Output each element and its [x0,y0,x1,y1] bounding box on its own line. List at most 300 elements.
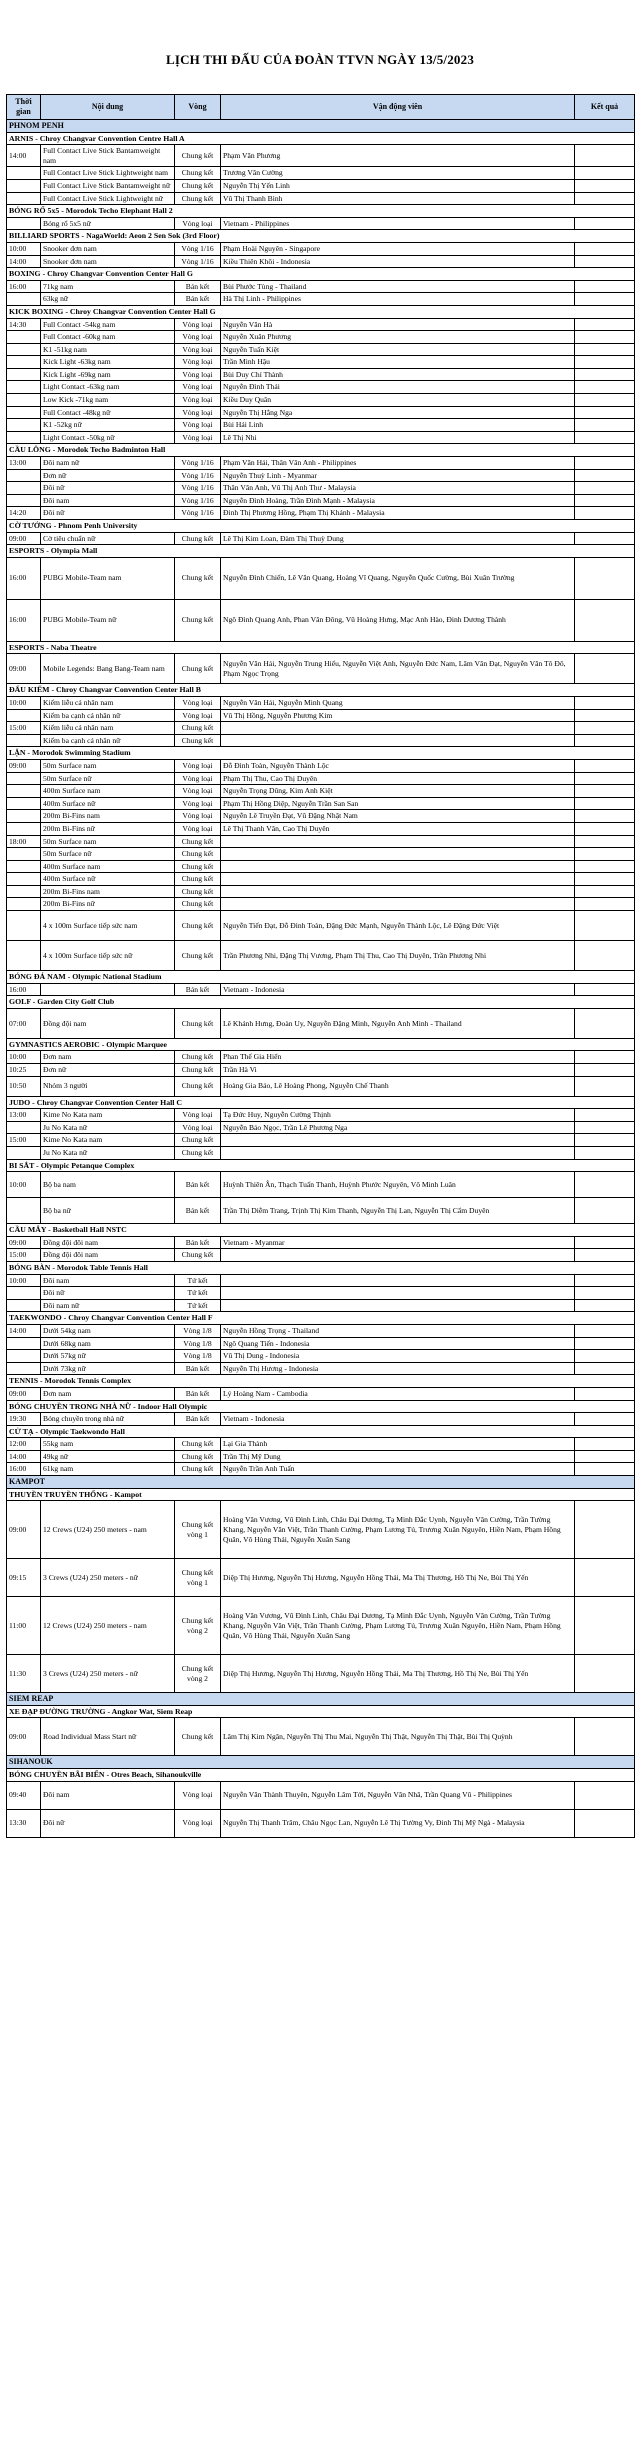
content-cell: Full Contact -54kg nam [41,318,175,331]
time-cell: 10:00 [7,696,41,709]
time-cell: 13:00 [7,1109,41,1122]
athletes-cell: Vũ Thị Hồng, Nguyễn Phương Kim [221,709,575,722]
result-cell [575,1718,635,1756]
round-cell: Vòng loại [175,785,221,798]
time-cell: 10:00 [7,1274,41,1287]
round-cell: Chung kết [175,192,221,205]
time-cell [7,941,41,971]
round-cell: Chung kết vòng 1 [175,1501,221,1559]
content-cell: Kick Light -63kg nam [41,356,175,369]
result-cell [575,822,635,835]
content-cell: Kiếm liễu cá nhân nam [41,722,175,735]
table-row [7,494,635,507]
round-cell: Chung kết [175,1134,221,1147]
athletes-cell: Nguyễn Thuỳ Linh - Myanmar [221,469,575,482]
result-cell [575,368,635,381]
athletes-cell: Lại Gia Thành [221,1438,575,1451]
result-cell [575,394,635,407]
venue-row [7,205,635,218]
content-cell: Full Contact Live Stick Lightweight nữ [41,192,175,205]
content-cell: Light Contact -50kg nữ [41,431,175,444]
table-row [7,167,635,180]
time-cell: 14:00 [7,1324,41,1337]
venue-row [7,305,635,318]
table-row [7,1463,635,1476]
content-cell: Bộ ba nam [41,1172,175,1198]
page-title: LỊCH THI ĐẤU CỦA ĐOÀN TTVN NGÀY 13/5/2023 [165,52,475,67]
round-cell: Tứ kết [175,1274,221,1287]
content-cell: Nhóm 3 người [41,1076,175,1096]
venue-row [7,1261,635,1274]
venue-name: LẶN - Morodok Swimming Stadium [7,747,635,760]
content-cell: 200m Bi-Fins nam [41,885,175,898]
content-cell: Dưới 57kg nữ [41,1350,175,1363]
athletes-cell: Đinh Thị Phương Hồng, Phạm Thị Khánh - Malaysia [221,507,575,520]
venue-name: XE ĐẠP ĐƯỜNG TRƯỜNG - Angkor Wat, Siem Reap [7,1705,635,1718]
time-cell: 15:00 [7,1249,41,1262]
time-cell [7,406,41,419]
athletes-cell: Kiều Duy Quân [221,394,575,407]
time-cell: 09:00 [7,532,41,545]
content-cell: 50m Surface nữ [41,848,175,861]
athletes-cell: Lý Hoàng Nam - Cambodia [221,1387,575,1400]
round-cell: Bán kết [175,1236,221,1249]
round-cell: Bán kết [175,1362,221,1375]
result-cell [575,1809,635,1837]
result-cell [575,1147,635,1160]
table-row [7,145,635,167]
venue-name: JUDO - Chroy Changvar Convention Center Hall C [7,1096,635,1109]
table-row [7,1109,635,1122]
table-row [7,1287,635,1300]
round-cell: Chung kết [175,599,221,641]
result-cell [575,356,635,369]
athletes-cell: Vietnam - Indonesia [221,1413,575,1426]
content-cell: Bóng rổ 5x5 nữ [41,217,175,230]
result-cell [575,1109,635,1122]
round-cell: Chung kết [175,1051,221,1064]
result-cell [575,1051,635,1064]
table-row [7,759,635,772]
round-cell: Vòng loại [175,797,221,810]
round-cell: Chung kết [175,835,221,848]
time-cell: 09:00 [7,1236,41,1249]
table-row [7,1051,635,1064]
round-cell: Vòng loại [175,217,221,230]
athletes-cell: Lâm Thị Kim Ngân, Nguyễn Thị Thu Mai, Nguyễn Thị Thật, Nguyễn Thị Thật, Bùi Thị Quỳnh [221,1718,575,1756]
athletes-cell: Ngô Quang Tiến - Indonesia [221,1337,575,1350]
region-name: PHNOM PENH [7,120,635,133]
result-cell [575,192,635,205]
round-cell: Chung kết [175,1463,221,1476]
result-cell [575,848,635,861]
table-row [7,1655,635,1693]
result-cell [575,494,635,507]
round-cell: Vòng loại [175,356,221,369]
athletes-cell: Nguyễn Tuấn Kiệt [221,343,575,356]
venue-name: ĐẤU KIẾM - Chroy Changvar Convention Center Hall B [7,684,635,697]
venue-row [7,132,635,145]
content-cell: PUBG Mobile-Team nữ [41,599,175,641]
table-row [7,1718,635,1756]
round-cell: Vòng loại [175,1109,221,1122]
table-row [7,192,635,205]
round-cell: Chung kết [175,1249,221,1262]
table-row [7,1501,635,1559]
time-cell: 10:00 [7,242,41,255]
result-cell [575,873,635,886]
result-cell [575,507,635,520]
table-row [7,419,635,432]
athletes-cell: Ngô Đình Quang Anh, Phan Văn Đông, Vũ Hoàng Hưng, Mạc Anh Hào, Đinh Dương Thành [221,599,575,641]
athletes-cell: Diệp Thị Hương, Nguyễn Thị Hương, Nguyễn Hồng Thái, Ma Thị Thương, Hồ Thị Ne, Bùi Thị Yến [221,1655,575,1693]
venue-name: BI SẮT - Olympic Petanque Complex [7,1159,635,1172]
athletes-cell [221,1287,575,1300]
athletes-cell: Nguyễn Đình Thái [221,381,575,394]
athletes-cell [221,848,575,861]
content-cell: Low Kick -71kg nam [41,394,175,407]
round-cell: Vòng loại [175,431,221,444]
time-cell [7,785,41,798]
time-cell [7,343,41,356]
result-cell [575,1121,635,1134]
table-row [7,1008,635,1038]
time-cell: 16:00 [7,557,41,599]
table-row [7,318,635,331]
round-cell: Chung kết [175,1064,221,1077]
result-cell [575,709,635,722]
content-cell: Dưới 54kg nam [41,1324,175,1337]
result-cell [575,885,635,898]
athletes-cell: Lê Thị Kim Loan, Đàm Thị Thuỳ Dung [221,532,575,545]
round-cell: Vòng loại [175,1809,221,1837]
round-cell: Vòng 1/16 [175,507,221,520]
time-cell [7,356,41,369]
table-row [7,1198,635,1224]
result-cell [575,1172,635,1198]
time-cell: 14:30 [7,318,41,331]
result-cell [575,1450,635,1463]
content-cell: 61kg nam [41,1463,175,1476]
table-row [7,885,635,898]
venue-name: BOXING - Chroy Changvar Convention Center Hall G [7,268,635,281]
round-cell: Chung kết [175,722,221,735]
table-row [7,280,635,293]
table-row [7,343,635,356]
time-cell [7,179,41,192]
round-cell: Chung kết vòng 2 [175,1655,221,1693]
venue-row [7,1488,635,1501]
venue-name: ESPORTS - Naba Theatre [7,641,635,654]
time-cell [7,873,41,886]
time-cell [7,217,41,230]
time-cell [7,1287,41,1300]
athletes-cell: Nguyễn Văn Hà [221,318,575,331]
venue-row [7,1375,635,1388]
content-cell: Đồng đội đôi nam [41,1236,175,1249]
athletes-cell: Phạm Hoài Nguyên - Singapore [221,242,575,255]
result-cell [575,1236,635,1249]
round-cell: Chung kết vòng 1 [175,1559,221,1597]
schedule-page [6,0,634,1838]
time-cell: 15:00 [7,722,41,735]
content-cell: Full Contact Live Stick Bantamweight nam [41,145,175,167]
result-cell [575,1413,635,1426]
table-row [7,860,635,873]
time-cell: 15:00 [7,1134,41,1147]
time-cell: 10:50 [7,1076,41,1096]
table-row [7,722,635,735]
round-cell: Bán kết [175,280,221,293]
result-cell [575,722,635,735]
time-cell: 10:00 [7,1051,41,1064]
content-cell: PUBG Mobile-Team nam [41,557,175,599]
athletes-cell: Kiều Thiên Khôi - Indonesia [221,255,575,268]
time-cell: 10:25 [7,1064,41,1077]
content-cell: Full Contact -60kg nam [41,331,175,344]
schedule-table [6,94,635,1838]
athletes-cell [221,1299,575,1312]
round-cell: Vòng loại [175,381,221,394]
result-cell [575,772,635,785]
venue-name: BÓNG RỔ 5x5 - Morodok Techo Elephant Hall 2 [7,205,635,218]
result-cell [575,167,635,180]
result-cell [575,1781,635,1809]
athletes-cell: Hoàng Văn Vương, Vũ Đình Linh, Châu Đại Dương, Tạ Minh Đắc Uynh, Nguyễn Văn Cường, Trần Tường Khang, Nguyễn Văn Việt, Trần Thanh Cường, Phạm Lương Tú, Trương Xuân Nguyên, Hiền Nam, Phạm Hồng Quân, Võ Hùng Thái, Nguyễn Xuân Sang [221,1501,575,1559]
round-cell: Chung kết [175,898,221,911]
result-cell [575,331,635,344]
header-athletes: Vận động viên [221,95,575,120]
round-cell: Chung kết [175,873,221,886]
time-cell: 09:00 [7,654,41,684]
result-cell [575,255,635,268]
venue-name: KICK BOXING - Chroy Changvar Convention Center Hall G [7,305,635,318]
venue-row [7,230,635,243]
round-cell: Vòng loại [175,419,221,432]
time-cell: 14:20 [7,507,41,520]
table-row [7,1781,635,1809]
table-row [7,457,635,470]
time-cell [7,810,41,823]
table-row [7,785,635,798]
round-cell: Vòng loại [175,709,221,722]
venue-name: ESPORTS - Olympia Mall [7,545,635,558]
athletes-cell: Nguyễn Văn Hải, Nguyễn Trung Hiếu, Nguyễn Việt Anh, Nguyễn Đức Nam, Lâm Văn Đạt, Nguyễn Văn Tô Đô, Phạm Ngọc Trọng [221,654,575,684]
athletes-cell: Bùi Duy Chí Thành [221,368,575,381]
time-cell: 07:00 [7,1008,41,1038]
venue-row [7,747,635,760]
result-cell [575,1299,635,1312]
result-cell [575,810,635,823]
athletes-cell: Bùi Hải Linh [221,419,575,432]
table-row [7,255,635,268]
athletes-cell [221,1249,575,1262]
time-cell: 16:00 [7,1463,41,1476]
athletes-cell: Nguyễn Văn Thành Thuyên, Nguyễn Lâm Tới, Nguyễn Văn Nhã, Trần Quang Vũ - Philippines [221,1781,575,1809]
content-cell: Kick Light -69kg nam [41,368,175,381]
time-cell: 14:00 [7,145,41,167]
table-row [7,599,635,641]
header-content: Nội dung [41,95,175,120]
table-row [7,1121,635,1134]
round-cell: Bán kết [175,1387,221,1400]
table-row [7,217,635,230]
result-cell [575,482,635,495]
time-cell: 10:00 [7,1172,41,1198]
round-cell: Vòng loại [175,331,221,344]
table-row [7,848,635,861]
athletes-cell [221,898,575,911]
time-cell [7,394,41,407]
result-cell [575,654,635,684]
content-cell: Đơn nữ [41,469,175,482]
table-row [7,356,635,369]
content-cell: 3 Crews (U24) 250 meters - nữ [41,1655,175,1693]
round-cell: Chung kết vòng 2 [175,1597,221,1655]
table-row [7,1249,635,1262]
content-cell: Đôi nữ [41,1287,175,1300]
athletes-cell: Tạ Đức Huy, Nguyễn Cường Thịnh [221,1109,575,1122]
content-cell: Full Contact -48kg nữ [41,406,175,419]
time-cell: 09:15 [7,1559,41,1597]
athletes-cell: Huỳnh Thiên Ân, Thạch Tuấn Thanh, Huỳnh Phước Nguyên, Võ Minh Luân [221,1172,575,1198]
result-cell [575,941,635,971]
content-cell: Dưới 73kg nữ [41,1362,175,1375]
table-row [7,1172,635,1198]
athletes-cell: Bùi Phước Tùng - Thailand [221,280,575,293]
athletes-cell: Nguyễn Tiến Đạt, Đỗ Đình Toàn, Đặng Đức Mạnh, Nguyễn Thành Lộc, Lê Đặng Đức Việt [221,911,575,941]
table-row [7,507,635,520]
athletes-cell: Lê Thị Nhi [221,431,575,444]
result-cell [575,759,635,772]
athletes-cell: Nguyễn Thị Thanh Trâm, Châu Ngọc Lan, Nguyễn Lê Thị Tường Vy, Đinh Thị Mỹ Ngà - Malaysia [221,1809,575,1837]
athletes-cell [221,722,575,735]
time-cell [7,860,41,873]
athletes-cell: Vũ Thị Thanh Bình [221,192,575,205]
content-cell: Đôi nam [41,1274,175,1287]
content-cell: Snooker đơn nam [41,242,175,255]
round-cell: Bán kết [175,1198,221,1224]
region-row [7,120,635,133]
athletes-cell [221,1134,575,1147]
table-row [7,941,635,971]
table-row [7,1597,635,1655]
venue-name: CẦU MÂY - Basketball Hall NSTC [7,1224,635,1237]
athletes-cell: Vietnam - Myanmar [221,1236,575,1249]
content-cell: Đôi nam [41,494,175,507]
header-time: Thời gian [7,95,41,120]
athletes-cell: Trần Thị Mỹ Dung [221,1450,575,1463]
athletes-cell: Lê Khánh Hưng, Đoàn Uy, Nguyễn Đặng Minh, Nguyễn Anh Minh - Thailand [221,1008,575,1038]
round-cell: Bán kết [175,1172,221,1198]
athletes-cell: Trần Thị Diễm Trang, Trịnh Thị Kim Thanh, Nguyễn Thị Lan, Nguyễn Thị Cẩm Duyên [221,1198,575,1224]
round-cell: Vòng 1/16 [175,242,221,255]
result-cell [575,734,635,747]
result-cell [575,1350,635,1363]
round-cell: Vòng loại [175,368,221,381]
table-row [7,368,635,381]
table-row [7,1438,635,1451]
content-cell: 400m Surface nam [41,785,175,798]
result-cell [575,1362,635,1375]
table-row [7,835,635,848]
result-cell [575,696,635,709]
time-cell [7,734,41,747]
result-cell [575,1287,635,1300]
time-cell: 09:00 [7,1387,41,1400]
venue-name: BÓNG BÀN - Morodok Table Tennis Hall [7,1261,635,1274]
content-cell: 50m Surface nam [41,835,175,848]
result-cell [575,1463,635,1476]
region-name: SIEM REAP [7,1693,635,1706]
venue-row [7,1769,635,1782]
round-cell: Chung kết [175,1008,221,1038]
round-cell: Vòng loại [175,343,221,356]
venue-row [7,1159,635,1172]
athletes-cell: Nguyễn Thị Hằng Nga [221,406,575,419]
venue-name: BÓNG ĐÁ NAM - Olympic National Stadium [7,971,635,984]
content-cell: 4 x 100m Surface tiếp sức nữ [41,941,175,971]
round-cell: Chung kết [175,167,221,180]
table-row [7,696,635,709]
round-cell: Vòng 1/8 [175,1350,221,1363]
time-cell [7,797,41,810]
table-row [7,557,635,599]
content-cell: Cờ tiêu chuẩn nữ [41,532,175,545]
content-cell: 12 Crews (U24) 250 meters - nam [41,1597,175,1655]
content-cell: 55kg nam [41,1438,175,1451]
content-cell: Kiếm liễu cá nhân nam [41,696,175,709]
result-cell [575,469,635,482]
result-cell [575,293,635,306]
content-cell: 400m Surface nữ [41,797,175,810]
time-cell [7,293,41,306]
round-cell: Bán kết [175,983,221,996]
round-cell: Vòng loại [175,318,221,331]
athletes-cell [221,1147,575,1160]
result-cell [575,1324,635,1337]
content-cell: Snooker đơn nam [41,255,175,268]
round-cell: Chung kết [175,1438,221,1451]
athletes-cell: Nguyễn Thị Yến Linh [221,179,575,192]
round-cell: Chung kết [175,911,221,941]
round-cell: Vòng loại [175,822,221,835]
athletes-cell: Trần Phương Nhi, Đặng Thị Vương, Phạm Thị Thu, Cao Thị Duyên, Trần Phương Nhi [221,941,575,971]
result-cell [575,911,635,941]
result-cell [575,217,635,230]
table-row [7,1064,635,1077]
time-cell [7,898,41,911]
athletes-cell: Vietnam - Indonesia [221,983,575,996]
content-cell: K1 -52kg nữ [41,419,175,432]
athletes-cell: Lê Thị Thanh Vân, Cao Thị Duyên [221,822,575,835]
content-cell: 3 Crews (U24) 250 meters - nữ [41,1559,175,1597]
athletes-cell [221,835,575,848]
table-row [7,1809,635,1837]
result-cell [575,785,635,798]
athletes-cell: Trần Hà Vi [221,1064,575,1077]
round-cell: Vòng 1/8 [175,1337,221,1350]
result-cell [575,1559,635,1597]
venue-row [7,971,635,984]
venue-row [7,1705,635,1718]
table-row [7,532,635,545]
athletes-cell [221,860,575,873]
round-cell: Vòng loại [175,1121,221,1134]
region-row [7,1756,635,1769]
venue-row [7,545,635,558]
time-cell [7,1121,41,1134]
